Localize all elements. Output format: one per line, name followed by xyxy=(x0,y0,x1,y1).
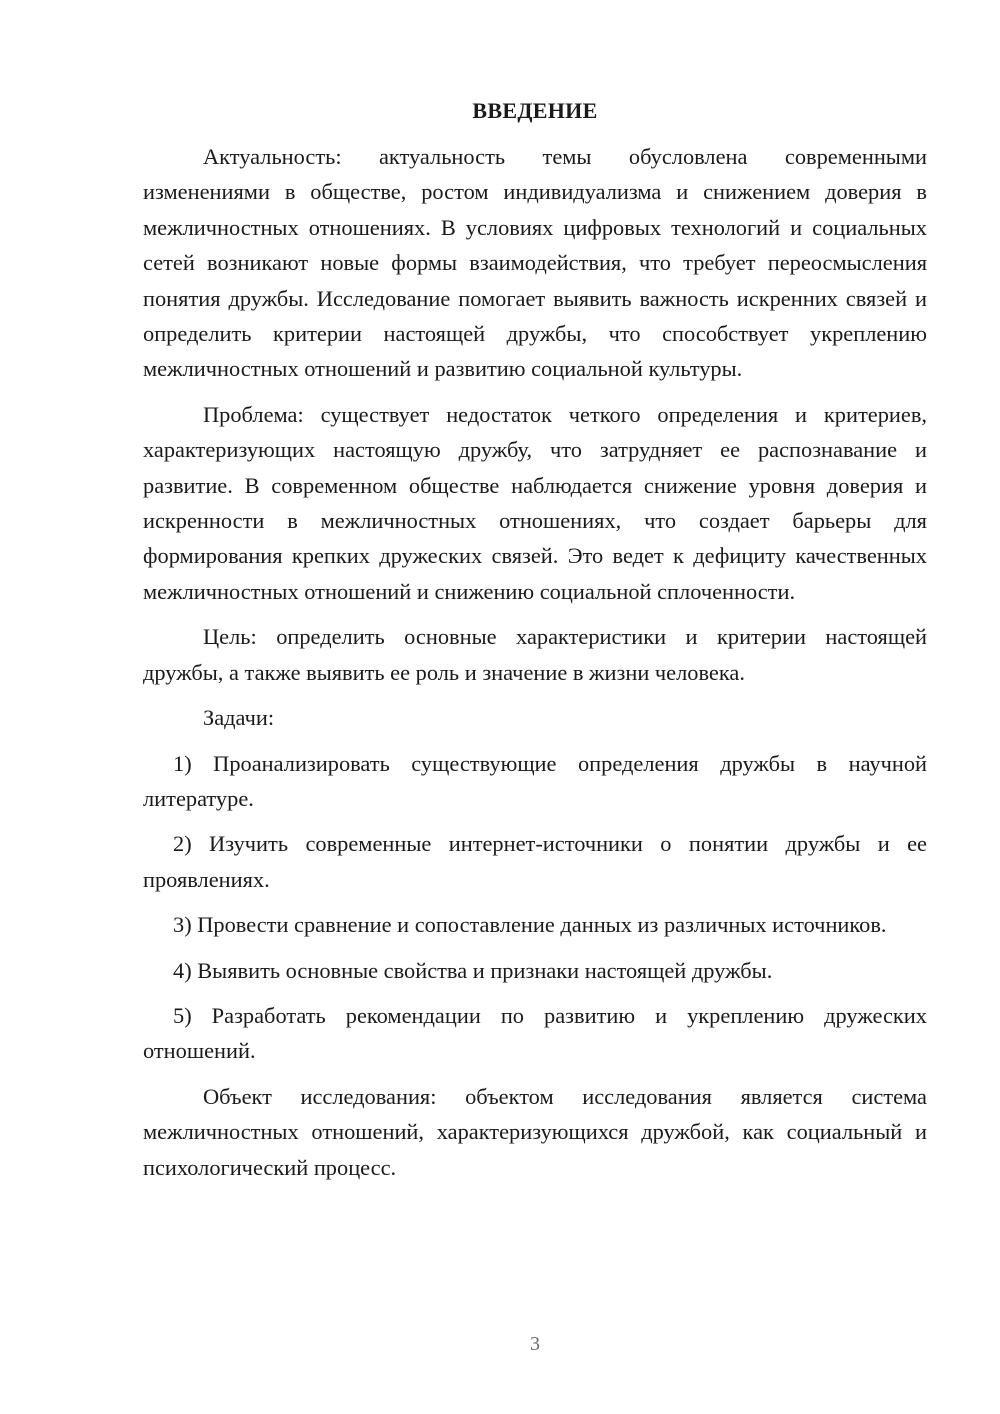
tasks-heading: Задачи: xyxy=(203,705,275,731)
section-title: ВВЕДЕНИЕ xyxy=(472,98,598,123)
page-content xyxy=(143,93,927,1195)
relevance-paragraph: Актуальность: актуальность темы обусловлена современными изменениями в обществе, ростом индивидуализма и снижением доверия в межличностных отношениях. В условиях цифровых технологий и социальных сетей возникают новые формы взаимодействия, что требует переосмысления понятия дружбы. Исследование помогает выявить важность искренних связей и определить критерии настоящей дружбы, что способствует укреплению межличностных отношений и развитию социальной культуры. xyxy=(143,144,927,382)
task-item-4: 4) Выявить основные свойства и признаки настоящей дружбы. xyxy=(173,957,773,983)
page-number: 3 xyxy=(530,1333,540,1355)
task-item-5: 5) Разработать рекомендации по развитию и укреплению дружеских отношений. xyxy=(143,1002,927,1064)
task-item-3: 3) Провести сравнение и сопоставление данных из различных источников. xyxy=(173,912,887,938)
problem-paragraph: Проблема: существует недостаток четкого определения и критериев, характеризующих настоящую дружбу, что затрудняет ее распознавание и развитие. В современном обществе наблюдается снижение уровня доверия и искренности в межличностных отношениях, что создает барьеры для формирования крепких дружеских связей. Это ведет к дефициту качественных межличностных отношений и снижению социальной сплоченности. xyxy=(143,401,927,604)
task-item-1: 1) Проанализировать существующие определения дружбы в научной литературе. xyxy=(143,750,927,811)
object-paragraph: Объект исследования: объектом исследования является система межличностных отношений, характеризующихся дружбой, как социальный и психологический процесс. xyxy=(143,1083,927,1180)
goal-paragraph: Цель: определить основные характеристики и критерии настоящей дружбы, а также выявить ее роль и значение в жизни человека. xyxy=(143,624,927,685)
task-item-2: 2) Изучить современные интернет-источники о понятии дружбы и ее проявлениях. xyxy=(143,831,927,892)
